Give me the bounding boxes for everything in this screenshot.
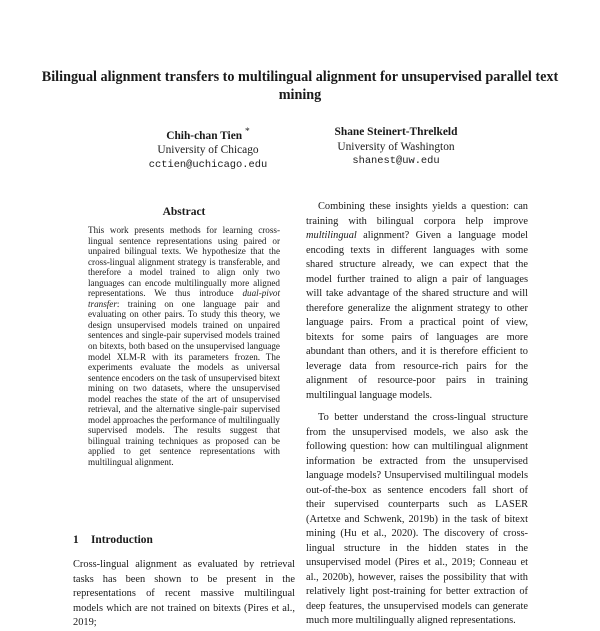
author-name xyxy=(108,125,308,143)
author-block-2 xyxy=(296,125,496,169)
paper-title: Bilingual alignment transfers to multilingual alignment for unsupervised parallel text mining xyxy=(41,69,559,103)
section-heading-introduction xyxy=(73,534,153,546)
author-affiliation: University of Washington xyxy=(337,140,455,153)
introduction-paragraph: Cross-lingual alignment as evaluated by retrieval tasks has been shown to be present in the representations of recent massive multilingual models which are not trained on bitexts (Pires et al., 2019; xyxy=(73,559,295,628)
paragraph-text: Combining these insights yields a question: can training with bilingual corpora help improve xyxy=(306,201,528,227)
abstract-heading: Abstract xyxy=(162,206,206,218)
abstract-body xyxy=(88,225,280,468)
author-name-text: Chih-chan Tien xyxy=(166,129,243,142)
abstract-text-cont: : training on one language pair and evaluating on other pairs. To study this theory, we design unsupervised models trained on unpaired sentences and single-pair supervised models trained on bitexts, both based on the unsupervised language model XLM-R with its parameters frozen. The experiments evaluate the models as universal sentence encoders on the task of unsupervised bitext mining on two datasets, where the unsupervised model reaches the state of the art of unsupervised retrieval, and the alternative single-pair supervised model approaches the performance of multilingually supervised models. The results suggest that bilingual training techniques as proposed can be applied to get sentence representations with multilingual alignment. xyxy=(88,298,280,468)
author-email: cctien@uchicago.edu xyxy=(148,158,268,171)
author-block-1 xyxy=(108,125,308,173)
section-number: 1 xyxy=(73,534,79,546)
paragraph-understand: To better understand the cross-lingual structure from the unsupervised models, we also ask the following question: how can multilingual alignment information be extracted from the unsupervised language models? Unsupervised multilingual models out-of-the-box as sentence encoders fall short of their supervised counterparts such as LASER (Artetxe and Schwenk, 2019b) in the task of bitext mining (Hu et al., 2020). The discovery of cross-lingual structure in the hidden states in the unsupervised model (Pires et al., 2019; Conneau et al., 2020b), however, raises the possibility that with relatively light post-training for better extraction of deep features, the unsupervised models can generate much more multilingually aligned representations. xyxy=(306,412,528,626)
paragraph-combining xyxy=(306,200,528,403)
author-email: shanest@uw.edu xyxy=(352,155,440,168)
abstract-term: dual-pivot transfer xyxy=(88,288,280,309)
abstract-text: This work presents methods for learning cross-lingual sentence representations using paired or unpaired bilingual texts. We hypothesize that the cross-lingual alignment strategy is transferable, and therefore a model trained to align only two languages can encode multilingually more aligned representations. We thus introduce xyxy=(88,225,280,299)
author-affiliation: University of Chicago xyxy=(157,144,259,157)
right-column xyxy=(306,200,528,629)
emphasized-term: multilingual xyxy=(306,230,357,241)
author-footnote-mark: * xyxy=(244,127,250,137)
author-name: Shane Steinert-Threlkeld xyxy=(334,126,458,138)
section-title: Introduction xyxy=(91,534,153,546)
paragraph-text-cont: alignment? Given a language model encoding texts in different languages with some shared structure already, we can expect that the model further trained to align a pair of languages will take advantage of the shared structure and will therefore generalize the alignment strategy to other language pairs. From a practical point of view, bitexts for some pairs of languages are more abundant than others, and it is therefore efficient to leverage data from resource-rich pairs for the alignment of resource-poor pairs in training multilingual language models. xyxy=(306,230,528,401)
